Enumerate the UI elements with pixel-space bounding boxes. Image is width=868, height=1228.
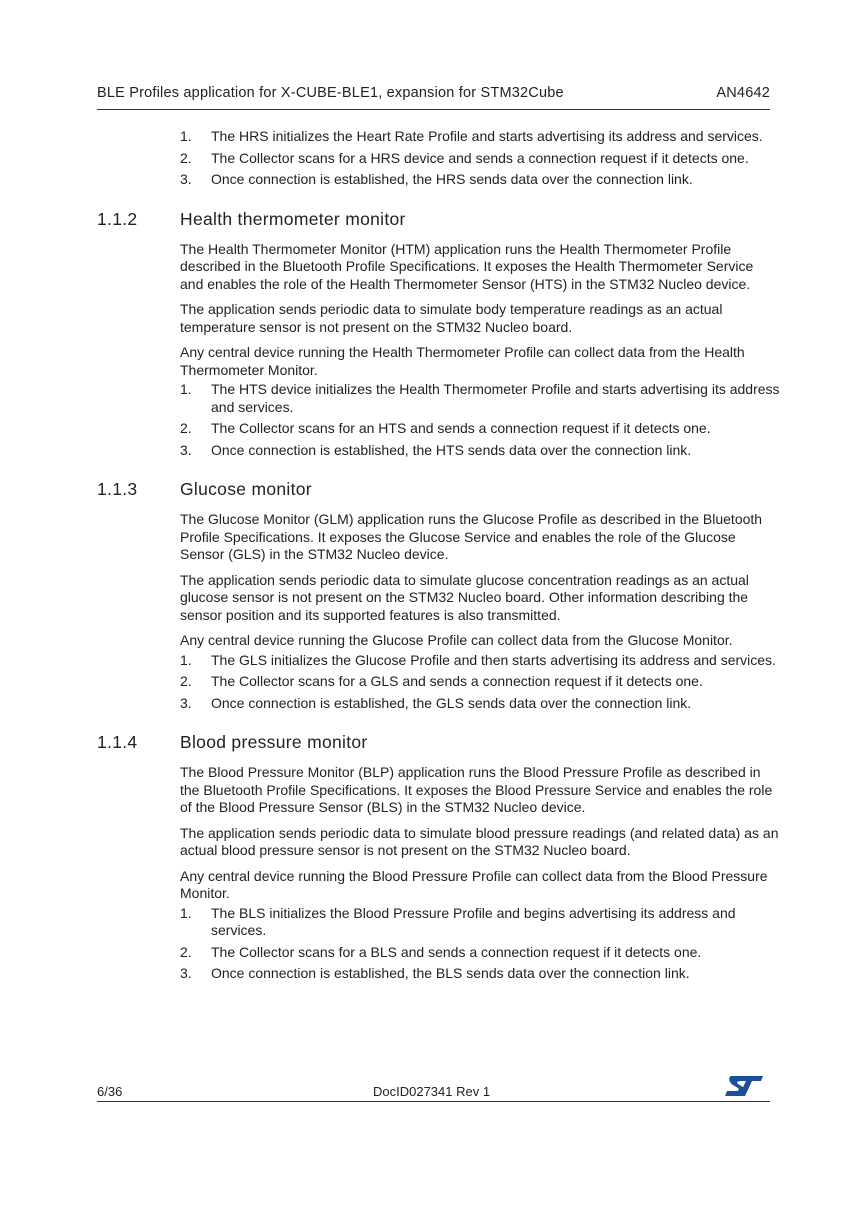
list-item: 3. Once connection is established, the BLS sends data over the connection link. [180,965,690,981]
list-item: 1. The HTS device initializes the Health Thermometer Profile and starts advertising its address and services. [180,381,780,415]
header-title: BLE Profiles application for X-CUBE-BLE1, expansion for STM32Cube [97,85,564,101]
list-item: 3. Once connection is established, the GLS sends data over the connection link. [180,694,692,711]
list-item: 1. The GLS initializes the Glucose Profile and then starts advertising its address and services. [180,651,776,668]
paragraph: Any central device running the Health Thermometer Profile can collect data from the Health Thermometer Monitor. [180,344,745,378]
list-item: 2. The Collector scans for a BLS and sends a connection request if it detects one. [180,943,702,960]
section-number: 1.1.3 [97,479,138,499]
paragraph: The Health Thermometer Monitor (HTM) application runs the Health Thermometer Profile described in the Bluetooth Profile Specifications. It exposes the Health Thermometer Service and enables the role of the Health Thermometer Sensor (HTS) in the STM32 Nucleo device. [180,240,754,292]
section-heading-glucose-monitor [97,479,780,499]
list-item: 2. The Collector scans for a HRS device and sends a connection request if it detects one. [180,149,749,166]
list-item: 2. The Collector scans for a GLS and sends a connection request if it detects one. [180,673,703,689]
doc-id: DocID027341 Rev 1 [373,1084,491,1099]
section-heading-blood-pressure [97,732,780,752]
page-content [97,128,780,987]
list-item: 2. The Collector scans for an HTS and sends a connection request if it detects one. [180,420,711,436]
paragraph: Any central device running the Blood Pressure Profile can collect data from the Blood Pressure Monitor. [180,867,768,901]
section-title: Glucose monitor [180,479,312,499]
section-title: Health thermometer monitor [180,208,406,229]
steps-list [180,381,780,459]
list-item: 3. Once connection is established, the HTS sends data over the connection link. [180,441,692,458]
steps-list [180,905,780,983]
page-footer [97,1074,770,1102]
paragraph: The application sends periodic data to simulate blood pressure readings (and related data) as an actual blood pressure sensor is not present on the STM32 Nucleo board. [180,824,779,858]
header-doc-code: AN4642 [716,85,770,101]
st-logo-icon [723,1074,765,1098]
page-header [97,84,770,110]
section-title: Blood pressure monitor [180,732,368,752]
steps-list [180,652,780,713]
paragraph: The application sends periodic data to simulate glucose concentration readings as an actual glucose sensor is not present on the STM32 Nucleo board. Other information describing the sensor position and its supported features is also transmitted. [180,571,749,623]
paragraph: The Glucose Monitor (GLM) application runs the Glucose Profile as described in the Bluetooth Profile Specifications. It exposes the Glucose Service and enables the role of the Glucose Sensor (GLS) in the STM32 Nucleo device. [180,511,763,562]
list-item: 3. Once connection is established, the HRS sends data over the connection link. [180,171,693,187]
section-number: 1.1.2 [97,208,138,229]
paragraph: The application sends periodic data to simulate body temperature readings as an actual temperature sensor is not present on the STM32 Nucleo board. [180,301,723,335]
list-item: 1. The BLS initializes the Blood Pressure Profile and begins advertising its address and services. [180,904,736,938]
paragraph: The Blood Pressure Monitor (BLP) application runs the Blood Pressure Profile as described in the Bluetooth Profile Specifications. It exposes the Blood Pressure Service and enables the role of the Blood Pressure Sensor (BLS) in the STM32 Nucleo device. [180,764,773,815]
paragraph: Any central device running the Glucose Profile can collect data from the Glucose Monitor. [180,632,733,648]
section-number: 1.1.4 [97,732,138,752]
intro-steps [180,128,780,189]
section-heading-health-thermometer [97,209,780,229]
page-number: 6/36 [97,1084,123,1099]
list-item: 1. The HRS initializes the Heart Rate Profile and starts advertising its address and services. [180,128,763,144]
